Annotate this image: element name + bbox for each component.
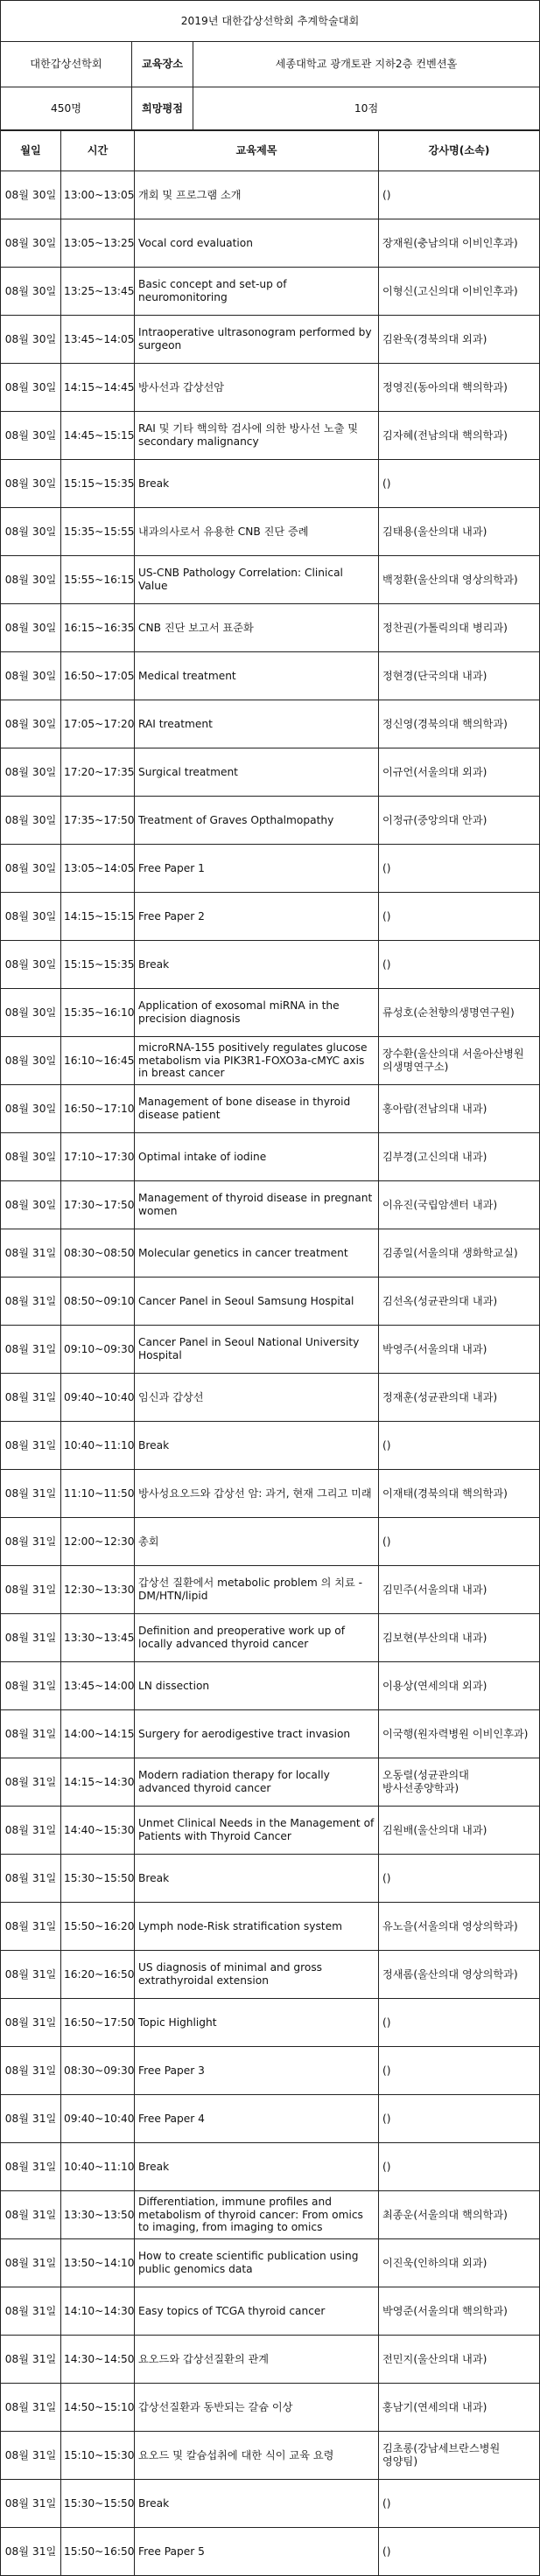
session-time: 14:40~15:30 (61, 1807, 135, 1855)
speaker-column-header: 강사명(소속) (379, 130, 540, 171)
session-date: 08월 31일 (1, 1374, 61, 1422)
session-speaker: () (379, 941, 540, 989)
session-speaker: 박영준(서울의대 핵의학과) (379, 2287, 540, 2336)
session-title: Intraoperative ultrasonogram performed by surgeon (135, 316, 379, 364)
session-title: Topic Highlight (135, 1999, 379, 2047)
session-speaker: 이형신(고신의대 이비인후과) (379, 268, 540, 316)
session-title: 요오드 및 칼슘섭취에 대한 식이 교육 요령 (135, 2432, 379, 2480)
session-date: 08월 30일 (1, 893, 61, 941)
session-date: 08월 31일 (1, 1855, 61, 1903)
session-title: Optimal intake of iodine (135, 1133, 379, 1181)
session-speaker: 김민주(서울의대 내과) (379, 1566, 540, 1614)
session-time: 15:10~15:30 (61, 2432, 135, 2480)
session-speaker: 이용상(연세의대 외과) (379, 1662, 540, 1710)
session-date: 08월 31일 (1, 1518, 61, 1566)
session-time: 15:35~16:10 (61, 989, 135, 1037)
title-column-header: 교육제목 (135, 130, 379, 171)
table-row (1, 1662, 540, 1710)
session-date: 08월 30일 (1, 556, 61, 604)
session-speaker: 전민지(울산의대 내과) (379, 2336, 540, 2384)
venue-row (1, 42, 540, 87)
session-time: 14:15~15:15 (61, 893, 135, 941)
session-speaker: 정신영(경북의대 핵의학과) (379, 700, 540, 748)
session-title: Application of exosomal miRNA in the precision diagnosis (135, 989, 379, 1037)
session-date: 08월 31일 (1, 2191, 61, 2239)
session-title: Surgery for aerodigestive tract invasion (135, 1710, 379, 1758)
session-date: 08월 30일 (1, 316, 61, 364)
session-time: 16:50~17:05 (61, 652, 135, 700)
event-title: 2019년 대한갑상선학회 추계학술대회 (1, 1, 540, 42)
session-title: Molecular genetics in cancer treatment (135, 1229, 379, 1278)
session-speaker: () (379, 171, 540, 219)
table-row (1, 1566, 540, 1614)
table-row (1, 2143, 540, 2191)
session-table (0, 129, 540, 2576)
session-title: Management of thyroid disease in pregnant women (135, 1181, 379, 1229)
session-date: 08월 31일 (1, 1999, 61, 2047)
session-speaker: 김완욱(경북의대 외과) (379, 316, 540, 364)
table-row (1, 1278, 540, 1326)
table-row (1, 989, 540, 1037)
capacity-value: 450명 (1, 87, 132, 131)
session-time: 13:25~13:45 (61, 268, 135, 316)
session-time: 13:50~14:10 (61, 2239, 135, 2287)
table-row (1, 1951, 540, 1999)
session-date: 08월 31일 (1, 2480, 61, 2528)
session-speaker: () (379, 2095, 540, 2143)
session-date: 08월 30일 (1, 700, 61, 748)
session-speaker: 정영진(동아의대 핵의학과) (379, 364, 540, 412)
table-row (1, 2191, 540, 2239)
session-time: 17:10~17:30 (61, 1133, 135, 1181)
points-value: 10점 (193, 87, 540, 131)
session-date: 08월 31일 (1, 1807, 61, 1855)
session-speaker: 김원배(울산의대 내과) (379, 1807, 540, 1855)
session-title: Break (135, 460, 379, 508)
table-row (1, 412, 540, 460)
table-row (1, 2095, 540, 2143)
session-time: 15:50~16:50 (61, 2528, 135, 2576)
table-row (1, 1614, 540, 1662)
table-row (1, 1710, 540, 1758)
session-time: 16:50~17:50 (61, 1999, 135, 2047)
session-date: 08월 30일 (1, 171, 61, 219)
session-date: 08월 31일 (1, 2143, 61, 2191)
venue-label: 교육장소 (132, 42, 193, 87)
table-row (1, 1326, 540, 1374)
table-row (1, 2239, 540, 2287)
session-date: 08월 30일 (1, 508, 61, 556)
session-time: 12:00~12:30 (61, 1518, 135, 1566)
session-date: 08월 31일 (1, 1614, 61, 1662)
event-info-table (0, 0, 540, 131)
session-time: 13:05~13:25 (61, 219, 135, 268)
session-date: 08월 30일 (1, 989, 61, 1037)
table-row (1, 797, 540, 845)
session-speaker: 이국행(원자력병원 이비인후과) (379, 1710, 540, 1758)
table-row (1, 1181, 540, 1229)
table-row (1, 1518, 540, 1566)
session-time: 15:15~15:35 (61, 460, 135, 508)
session-date: 08월 31일 (1, 2336, 61, 2384)
table-row (1, 1037, 540, 1085)
session-time: 16:50~17:10 (61, 1085, 135, 1133)
session-speaker: () (379, 1422, 540, 1470)
session-speaker: 김부경(고신의대 내과) (379, 1133, 540, 1181)
session-date: 08월 30일 (1, 845, 61, 893)
session-time: 09:40~10:40 (61, 1374, 135, 1422)
session-date: 08월 30일 (1, 604, 61, 652)
session-date: 08월 31일 (1, 1470, 61, 1518)
session-time: 15:30~15:50 (61, 1855, 135, 1903)
capacity-row (1, 87, 540, 131)
session-date: 08월 30일 (1, 364, 61, 412)
session-speaker: 김선옥(성균관의대 내과) (379, 1278, 540, 1326)
session-speaker: 김태용(울산의대 내과) (379, 508, 540, 556)
session-time: 13:45~14:00 (61, 1662, 135, 1710)
session-time: 13:05~14:05 (61, 845, 135, 893)
session-date: 08월 31일 (1, 2287, 61, 2336)
table-row (1, 508, 540, 556)
session-date: 08월 30일 (1, 1181, 61, 1229)
session-date: 08월 31일 (1, 1278, 61, 1326)
session-speaker: 홍아람(전남의대 내과) (379, 1085, 540, 1133)
session-date: 08월 31일 (1, 1951, 61, 1999)
session-title: Break (135, 2143, 379, 2191)
session-speaker: 백정환(울산의대 영상의학과) (379, 556, 540, 604)
session-speaker: 김종일(서울의대 생화학교실) (379, 1229, 540, 1278)
session-title: LN dissection (135, 1662, 379, 1710)
session-date: 08월 31일 (1, 2047, 61, 2095)
session-speaker: () (379, 1855, 540, 1903)
table-row (1, 1229, 540, 1278)
session-table-body (1, 130, 540, 2576)
session-title: Modern radiation therapy for locally advanced thyroid cancer (135, 1758, 379, 1807)
session-title: 개회 및 프로그램 소개 (135, 171, 379, 219)
session-title: Management of bone disease in thyroid disease patient (135, 1085, 379, 1133)
session-speaker: () (379, 1518, 540, 1566)
session-speaker: () (379, 845, 540, 893)
table-row (1, 748, 540, 797)
session-title: Easy topics of TCGA thyroid cancer (135, 2287, 379, 2336)
table-row (1, 604, 540, 652)
table-row (1, 1807, 540, 1855)
table-row (1, 1758, 540, 1807)
session-time: 14:45~15:15 (61, 412, 135, 460)
session-date: 08월 30일 (1, 412, 61, 460)
session-speaker: 유노을(서울의대 영상의학과) (379, 1903, 540, 1951)
session-title: US diagnosis of minimal and gross extrathyroidal extension (135, 1951, 379, 1999)
session-speaker: 이진욱(인하의대 외과) (379, 2239, 540, 2287)
session-date: 08월 30일 (1, 748, 61, 797)
session-date: 08월 31일 (1, 1710, 61, 1758)
session-speaker: () (379, 2480, 540, 2528)
date-column-header: 월일 (1, 130, 61, 171)
time-column-header: 시간 (61, 130, 135, 171)
table-row (1, 460, 540, 508)
session-title: Break (135, 941, 379, 989)
session-speaker: 이재태(경북의대 핵의학과) (379, 1470, 540, 1518)
session-time: 16:10~16:45 (61, 1037, 135, 1085)
event-title-row (1, 1, 540, 42)
session-time: 15:55~16:15 (61, 556, 135, 604)
session-speaker: 이정규(중앙의대 안과) (379, 797, 540, 845)
table-row (1, 2336, 540, 2384)
session-date: 08월 31일 (1, 2384, 61, 2432)
session-time: 14:15~14:30 (61, 1758, 135, 1807)
table-row (1, 316, 540, 364)
session-title: 총회 (135, 1518, 379, 1566)
session-title: Basic concept and set-up of neuromonitoring (135, 268, 379, 316)
session-date: 08월 30일 (1, 941, 61, 989)
session-speaker: () (379, 460, 540, 508)
session-title: Cancer Panel in Seoul Samsung Hospital (135, 1278, 379, 1326)
session-time: 13:00~13:05 (61, 171, 135, 219)
table-row (1, 364, 540, 412)
session-title: Free Paper 4 (135, 2095, 379, 2143)
session-time: 14:15~14:45 (61, 364, 135, 412)
organizer-name: 대한갑상선학회 (1, 42, 132, 87)
session-speaker: 정재훈(성균관의대 내과) (379, 1374, 540, 1422)
session-title: microRNA-155 positively regulates glucose metabolism via PIK3R1-FOXO3a-cMYC axis in breast cancer (135, 1037, 379, 1085)
session-title: Unmet Clinical Needs in the Management of Patients with Thyroid Cancer (135, 1807, 379, 1855)
session-title: Free Paper 3 (135, 2047, 379, 2095)
session-title: RAI treatment (135, 700, 379, 748)
table-row (1, 941, 540, 989)
session-title: Vocal cord evaluation (135, 219, 379, 268)
session-title: Free Paper 2 (135, 893, 379, 941)
table-row (1, 845, 540, 893)
session-time: 13:45~14:05 (61, 316, 135, 364)
table-row (1, 2432, 540, 2480)
session-title: Treatment of Graves Opthalmopathy (135, 797, 379, 845)
table-row (1, 1422, 540, 1470)
session-title: Cancer Panel in Seoul National University Hospital (135, 1326, 379, 1374)
session-title: 요오드와 갑상선질환의 관계 (135, 2336, 379, 2384)
session-date: 08월 30일 (1, 1037, 61, 1085)
session-speaker: 김초롱(강남세브란스병원 영양팀) (379, 2432, 540, 2480)
session-speaker: () (379, 1999, 540, 2047)
session-time: 09:10~09:30 (61, 1326, 135, 1374)
session-speaker: 정찬권(가톨릭의대 병리과) (379, 604, 540, 652)
session-date: 08월 31일 (1, 1662, 61, 1710)
session-time: 17:05~17:20 (61, 700, 135, 748)
session-title: 방사선과 갑상선암 (135, 364, 379, 412)
points-label: 희망평점 (132, 87, 193, 131)
session-time: 08:30~08:50 (61, 1229, 135, 1278)
table-row (1, 219, 540, 268)
session-date: 08월 30일 (1, 1133, 61, 1181)
session-title: 갑상선 질환에서 metabolic problem 의 치료 - DM/HTN/lipid (135, 1566, 379, 1614)
table-row (1, 2287, 540, 2336)
session-date: 08월 31일 (1, 1566, 61, 1614)
session-speaker: () (379, 2047, 540, 2095)
session-date: 08월 30일 (1, 652, 61, 700)
session-title: Medical treatment (135, 652, 379, 700)
session-speaker: 박영주(서울의대 내과) (379, 1326, 540, 1374)
session-title: How to create scientific publication using public genomics data (135, 2239, 379, 2287)
session-title: Break (135, 1422, 379, 1470)
column-header-row (1, 130, 540, 171)
session-date: 08월 31일 (1, 1422, 61, 1470)
session-time: 15:35~15:55 (61, 508, 135, 556)
session-speaker: 류성호(순천향의생명연구원) (379, 989, 540, 1037)
table-row (1, 1903, 540, 1951)
table-row (1, 893, 540, 941)
table-row (1, 700, 540, 748)
session-time: 12:30~13:30 (61, 1566, 135, 1614)
session-title: 갑상선질환과 동반되는 갈슘 이상 (135, 2384, 379, 2432)
session-date: 08월 31일 (1, 2239, 61, 2287)
session-date: 08월 31일 (1, 2432, 61, 2480)
table-row (1, 1470, 540, 1518)
session-speaker: 정현경(단국의대 내과) (379, 652, 540, 700)
session-time: 17:30~17:50 (61, 1181, 135, 1229)
session-speaker: 김자혜(전남의대 핵의학과) (379, 412, 540, 460)
session-title: Free Paper 1 (135, 845, 379, 893)
table-row (1, 1374, 540, 1422)
session-time: 17:35~17:50 (61, 797, 135, 845)
table-row (1, 1085, 540, 1133)
session-time: 16:15~16:35 (61, 604, 135, 652)
session-time: 09:40~10:40 (61, 2095, 135, 2143)
session-speaker: 최종운(서울의대 핵의학과) (379, 2191, 540, 2239)
session-time: 15:50~16:20 (61, 1903, 135, 1951)
session-date: 08월 30일 (1, 460, 61, 508)
session-date: 08월 30일 (1, 219, 61, 268)
table-row (1, 2480, 540, 2528)
session-speaker: 홍남기(연세의대 내과) (379, 2384, 540, 2432)
session-date: 08월 31일 (1, 2528, 61, 2576)
session-title: Differentiation, immune profiles and metabolism of thyroid cancer: From omics to imaging, from imaging to omics (135, 2191, 379, 2239)
venue-value: 세종대학교 광개토관 지하2층 컨벤션홀 (193, 42, 540, 87)
session-speaker: 장수환(울산의대 서울아산병원 의생명연구소) (379, 1037, 540, 1085)
session-speaker: 김보현(부산의대 내과) (379, 1614, 540, 1662)
session-speaker: 이규언(서울의대 외과) (379, 748, 540, 797)
session-title: Break (135, 1855, 379, 1903)
session-title: 임신과 갑상선 (135, 1374, 379, 1422)
session-title: Surgical treatment (135, 748, 379, 797)
session-time: 14:50~15:10 (61, 2384, 135, 2432)
table-row (1, 2384, 540, 2432)
session-time: 15:30~15:50 (61, 2480, 135, 2528)
session-title: CNB 진단 보고서 표준화 (135, 604, 379, 652)
session-speaker: 이유진(국립암센터 내과) (379, 1181, 540, 1229)
session-date: 08월 31일 (1, 1326, 61, 1374)
session-time: 15:15~15:35 (61, 941, 135, 989)
session-time: 13:30~13:50 (61, 2191, 135, 2239)
session-speaker: () (379, 2143, 540, 2191)
session-time: 14:30~14:50 (61, 2336, 135, 2384)
session-date: 08월 31일 (1, 2095, 61, 2143)
session-date: 08월 31일 (1, 1229, 61, 1278)
session-date: 08월 30일 (1, 1085, 61, 1133)
session-time: 13:30~13:45 (61, 1614, 135, 1662)
session-title: Break (135, 2480, 379, 2528)
session-title: US-CNB Pathology Correlation: Clinical Value (135, 556, 379, 604)
table-row (1, 652, 540, 700)
session-speaker: () (379, 893, 540, 941)
session-date: 08월 30일 (1, 268, 61, 316)
session-title: Lymph node-Risk stratification system (135, 1903, 379, 1951)
table-row (1, 556, 540, 604)
table-row (1, 2528, 540, 2576)
session-time: 11:10~11:50 (61, 1470, 135, 1518)
session-time: 14:00~14:15 (61, 1710, 135, 1758)
session-time: 16:20~16:50 (61, 1951, 135, 1999)
session-title: 방사성요오드와 갑상선 암: 과거, 현재 그리고 미래 (135, 1470, 379, 1518)
session-title: Definition and preoperative work up of locally advanced thyroid cancer (135, 1614, 379, 1662)
session-date: 08월 31일 (1, 1903, 61, 1951)
table-row (1, 1855, 540, 1903)
session-time: 10:40~11:10 (61, 1422, 135, 1470)
session-title: RAI 및 기타 핵의학 검사에 의한 방사선 노출 및 secondary malignancy (135, 412, 379, 460)
table-row (1, 2047, 540, 2095)
session-date: 08월 31일 (1, 1758, 61, 1807)
table-row (1, 1999, 540, 2047)
session-speaker: 오동렬(성균관의대 방사선종양학과) (379, 1758, 540, 1807)
table-row (1, 1133, 540, 1181)
table-row (1, 171, 540, 219)
session-time: 14:10~14:30 (61, 2287, 135, 2336)
session-title: Free Paper 5 (135, 2528, 379, 2576)
session-speaker: 정새롬(울산의대 영상의학과) (379, 1951, 540, 1999)
session-time: 17:20~17:35 (61, 748, 135, 797)
session-time: 08:50~09:10 (61, 1278, 135, 1326)
session-title: 내과의사로서 유용한 CNB 진단 증례 (135, 508, 379, 556)
table-row (1, 268, 540, 316)
session-time: 10:40~11:10 (61, 2143, 135, 2191)
session-time: 08:30~09:30 (61, 2047, 135, 2095)
session-speaker: 장재원(충남의대 이비인후과) (379, 219, 540, 268)
session-date: 08월 30일 (1, 797, 61, 845)
session-speaker: () (379, 2528, 540, 2576)
